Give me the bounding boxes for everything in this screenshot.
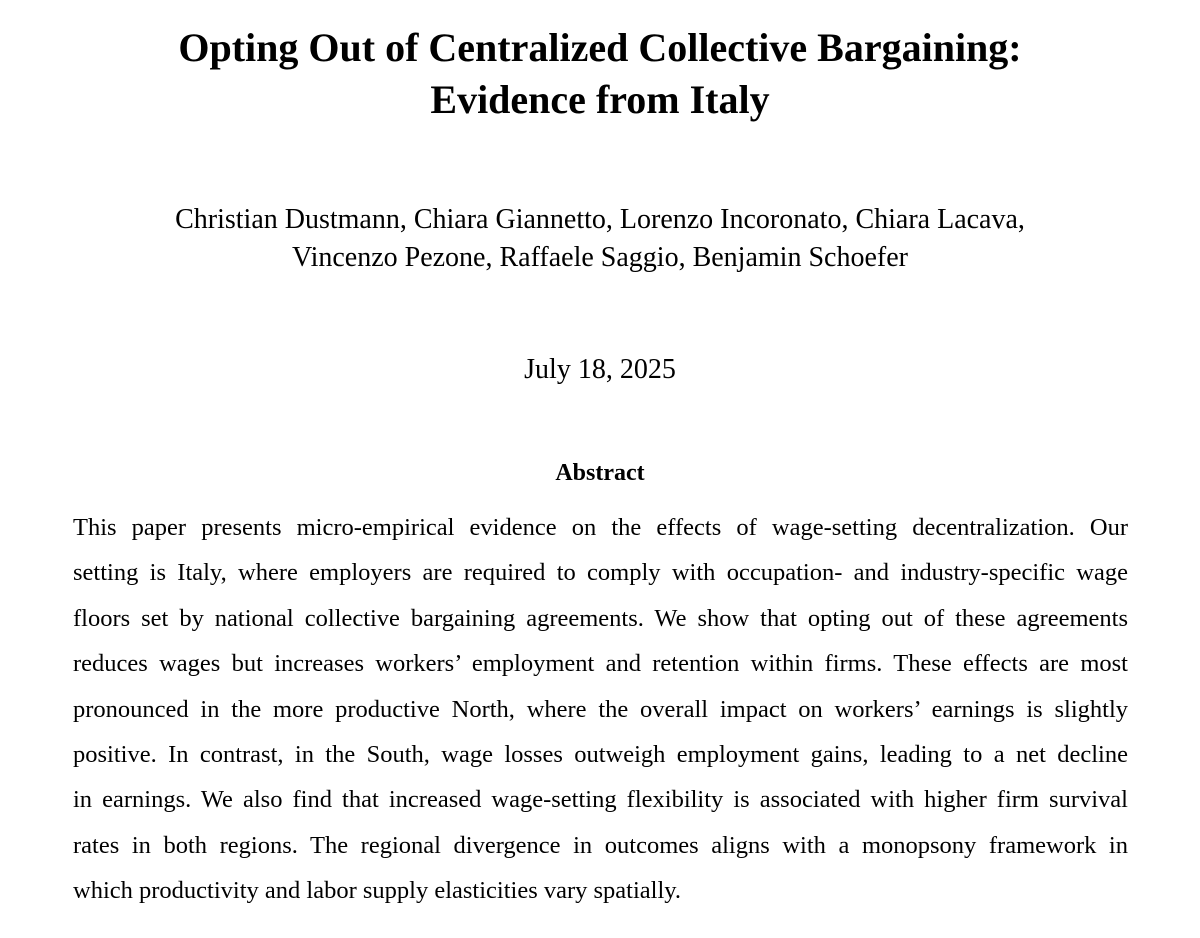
publication-date: July 18, 2025 <box>524 354 676 385</box>
abstract-line: positive. In contrast, in the South, wage losses outweigh employment gains, leading to a net decline <box>73 741 1128 769</box>
paper-title <box>0 22 1200 126</box>
abstract-line: in earnings. We also find that increased wage-setting flexibility is associated with higher firm survival <box>73 786 1128 814</box>
author-list-line-1: Christian Dustmann, Chiara Giannetto, Lorenzo Incoronato, Chiara Lacava, <box>175 204 1025 235</box>
abstract-line: which productivity and labor supply elasticities vary spatially. <box>73 877 682 905</box>
abstract-heading: Abstract <box>555 460 645 486</box>
abstract-line: rates in both regions. The regional divergence in outcomes aligns with a monopsony framework in <box>73 831 1128 859</box>
abstract-line: pronounced in the more productive North, where the overall impact on workers’ earnings is slightly <box>73 695 1128 723</box>
abstract-body <box>73 505 1128 914</box>
abstract-line: setting is Italy, where employers are required to comply with occupation- and industry-specific wage <box>73 559 1128 587</box>
paper-title-line-2: Evidence from Italy <box>430 77 770 122</box>
author-list-line-2: Vincenzo Pezone, Raffaele Saggio, Benjamin Schoefer <box>292 242 908 273</box>
abstract-line: reduces wages but increases workers’ employment and retention within firms. These effects are most <box>73 650 1128 678</box>
author-list <box>0 201 1200 277</box>
paper-title-line-1: Opting Out of Centralized Collective Bargaining: <box>178 25 1022 70</box>
abstract-line: floors set by national collective bargaining agreements. We show that opting out of these agreements <box>73 604 1128 632</box>
abstract-line: This paper presents micro-empirical evidence on the effects of wage-setting decentralization. Our <box>73 514 1128 541</box>
